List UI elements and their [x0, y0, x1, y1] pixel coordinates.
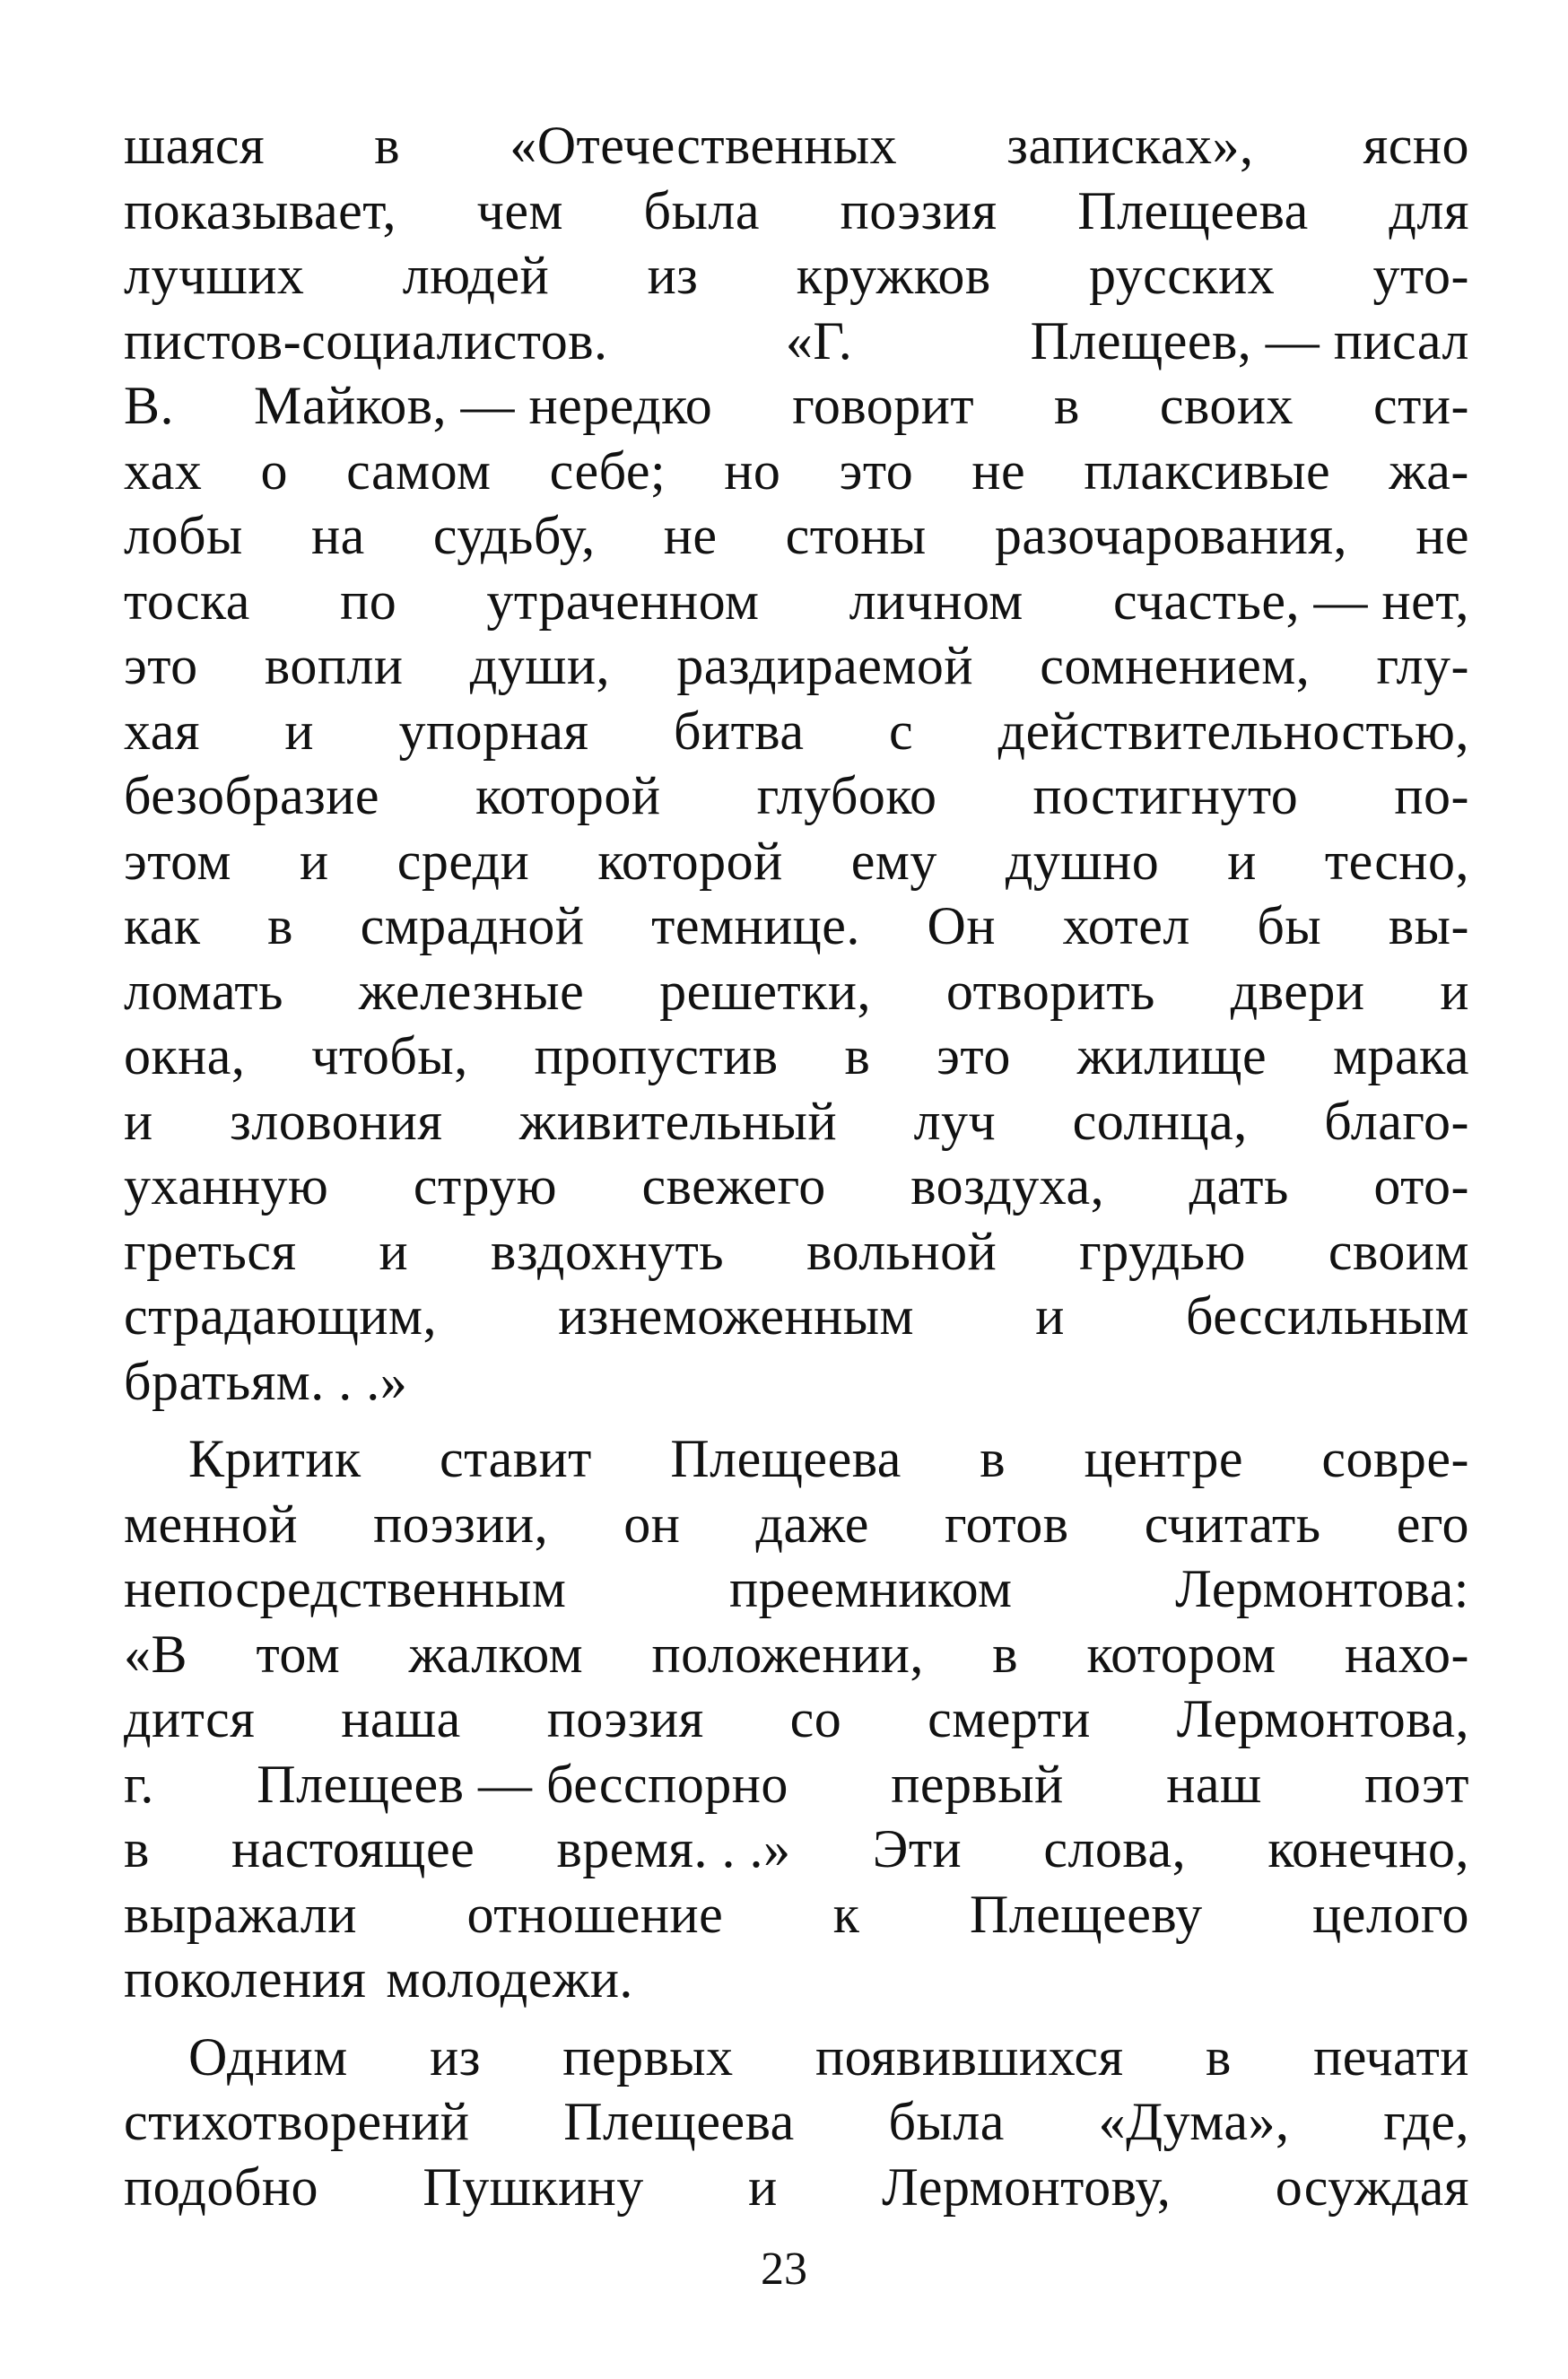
word: это	[839, 440, 914, 501]
word: уханную	[124, 1156, 329, 1216]
word: которой	[597, 831, 783, 891]
text-line	[124, 699, 1469, 764]
word: утраченном	[486, 571, 760, 631]
word: слова,	[1043, 1819, 1187, 1878]
text-line	[124, 1154, 1469, 1219]
word: преемником	[728, 1559, 1013, 1618]
word: показывает,	[124, 180, 397, 240]
word: действительностью,	[997, 701, 1469, 761]
word: г.	[124, 1754, 154, 1814]
word: в	[980, 1429, 1006, 1488]
word: выражали	[124, 1884, 357, 1944]
word: отношение	[466, 1884, 724, 1944]
text-line	[124, 569, 1469, 634]
word: он	[623, 1494, 681, 1554]
word: это	[936, 1026, 1011, 1085]
word: русских	[1088, 246, 1276, 305]
word: счастье, — нет,	[1112, 571, 1469, 631]
word: поэзия	[840, 180, 997, 240]
word: его	[1396, 1494, 1469, 1554]
word: «Дума»,	[1098, 2092, 1290, 2151]
word: время. . .»	[556, 1819, 791, 1878]
word: вольной	[806, 1221, 997, 1281]
word: шаяся	[124, 116, 266, 175]
word: непосредственным	[124, 1559, 567, 1618]
word: Плещеева	[1077, 180, 1309, 240]
word: греться	[124, 1221, 297, 1281]
word: первый	[891, 1754, 1064, 1814]
word: ясно	[1363, 116, 1469, 175]
word: живительный	[518, 1091, 838, 1151]
word: пропустив	[534, 1026, 779, 1085]
word: ото-	[1373, 1156, 1469, 1216]
word: Плещеева	[670, 1429, 902, 1488]
word: поколения	[124, 1949, 367, 2009]
word: в	[992, 1624, 1019, 1684]
word: тоска	[124, 571, 250, 631]
word: лучших	[124, 246, 305, 305]
word: это	[124, 636, 198, 695]
text-line	[124, 309, 1469, 374]
word: жилище	[1076, 1026, 1267, 1085]
word: воздуха,	[910, 1156, 1105, 1216]
text-line	[124, 1284, 1469, 1349]
word: и	[379, 1221, 409, 1281]
word: вздохнуть	[490, 1221, 725, 1281]
paragraph-gap	[124, 1414, 1469, 1426]
word: среди	[396, 831, 530, 891]
word: струю	[413, 1156, 558, 1216]
word: по-	[1394, 766, 1469, 825]
text-line	[124, 503, 1469, 569]
word: Критик	[188, 1429, 362, 1488]
word: менной	[124, 1494, 298, 1554]
word: Плещеев, — писал	[1030, 310, 1469, 370]
word: самом	[346, 440, 492, 501]
word: даже	[755, 1494, 869, 1554]
word: в	[124, 1819, 150, 1878]
word: упорная	[398, 701, 589, 761]
word: дать	[1189, 1156, 1289, 1216]
text-line	[124, 113, 1469, 179]
word: Лермонтова,	[1176, 1689, 1469, 1748]
word: и	[748, 2157, 778, 2217]
word: с	[888, 701, 914, 761]
word: «Г.	[785, 310, 853, 370]
word: в	[267, 896, 293, 955]
word: том	[256, 1624, 341, 1684]
word: в	[844, 1026, 871, 1085]
word: и	[1440, 961, 1469, 1021]
word: чтобы,	[311, 1026, 468, 1085]
text-line	[124, 1817, 1469, 1882]
word: для	[1389, 180, 1469, 240]
word: совре-	[1321, 1429, 1469, 1488]
page-number: 23	[761, 2244, 807, 2295]
word: братьям. . .»	[124, 1351, 408, 1411]
text-line	[124, 2089, 1469, 2155]
word: в	[1054, 376, 1080, 435]
word: грудью	[1079, 1221, 1246, 1281]
word: тесно,	[1324, 831, 1469, 891]
text-line	[124, 959, 1469, 1024]
text-line	[124, 1426, 1469, 1492]
word: хах	[124, 440, 203, 501]
word: Пушкину	[422, 2157, 644, 2217]
word: разочарования,	[994, 506, 1348, 565]
word: из	[430, 2026, 481, 2087]
word: которой	[475, 766, 661, 825]
word: бессильным	[1186, 1286, 1469, 1346]
word: не	[1416, 506, 1469, 565]
word: молодежи.	[386, 1949, 633, 2009]
word: солнца,	[1072, 1091, 1248, 1151]
word: вопли	[264, 636, 404, 695]
word: как	[124, 896, 201, 955]
word: Плещеев — бесспорно	[257, 1754, 788, 1814]
word: раздираемой	[676, 636, 974, 695]
word: не	[971, 440, 1026, 501]
word: настоящее	[231, 1819, 475, 1878]
word: была	[643, 180, 760, 240]
text-line	[124, 2155, 1469, 2220]
word: пистов-социалистов.	[124, 310, 608, 370]
word: души,	[469, 636, 611, 695]
word: изнеможенным	[558, 1286, 915, 1346]
word: из	[647, 246, 699, 305]
text-line	[124, 763, 1469, 829]
word: зловония	[230, 1091, 443, 1151]
word: со	[789, 1689, 842, 1748]
word: жа-	[1389, 440, 1469, 501]
text-line	[124, 179, 1469, 244]
word: целого	[1312, 1884, 1469, 1944]
word: решетки,	[659, 961, 872, 1021]
word: к	[832, 1884, 860, 1944]
text-line	[124, 1752, 1469, 1817]
word: поэзия	[546, 1689, 704, 1748]
word: центре	[1084, 1429, 1243, 1488]
word: Майков, — нередко	[254, 376, 713, 435]
word: появившихся	[814, 2026, 1124, 2087]
word: готов	[945, 1494, 1069, 1554]
text-line	[124, 1947, 1469, 2012]
text-line	[124, 1622, 1469, 1687]
word: ставит	[440, 1429, 592, 1488]
word: записках»,	[1006, 116, 1254, 175]
text-line	[124, 1219, 1469, 1285]
text-line	[124, 373, 1469, 439]
page-text	[124, 113, 1469, 2266]
word: страдающим,	[124, 1286, 437, 1346]
word: уто-	[1372, 246, 1469, 305]
word: этом	[124, 831, 232, 891]
word: в	[1205, 2026, 1232, 2087]
word: смерти	[928, 1689, 1091, 1748]
word: В.	[124, 376, 175, 435]
word: конечно,	[1267, 1819, 1469, 1878]
word: хотел	[1062, 896, 1190, 955]
word: сти-	[1373, 376, 1469, 435]
word: глу-	[1376, 636, 1469, 695]
text-line	[124, 893, 1469, 959]
word: двери	[1230, 961, 1365, 1021]
word: благо-	[1324, 1091, 1469, 1151]
word: кружков	[796, 246, 991, 305]
word: битва	[673, 701, 805, 761]
word: Эти	[872, 1819, 963, 1878]
word: и	[300, 831, 329, 891]
word: наша	[341, 1689, 461, 1748]
word: судьбу,	[432, 506, 596, 565]
word: стоны	[785, 506, 927, 565]
text-line	[124, 1882, 1469, 1948]
word: считать	[1144, 1494, 1321, 1554]
word: поэт	[1364, 1754, 1469, 1814]
word: ломать	[124, 961, 284, 1021]
word: и	[124, 1091, 153, 1151]
word: людей	[402, 246, 550, 305]
word: и	[1035, 1286, 1065, 1346]
text-line	[124, 1089, 1469, 1155]
word: осуждая	[1275, 2157, 1469, 2217]
text-line	[124, 2025, 1469, 2090]
word: стихотворений	[124, 2092, 470, 2151]
word: не	[663, 506, 718, 565]
text-line	[124, 1349, 1469, 1415]
word: «В	[124, 1624, 188, 1684]
word: в	[374, 116, 401, 175]
word: и	[284, 701, 315, 761]
text-line	[124, 633, 1469, 699]
word: глубоко	[756, 766, 937, 825]
word: по	[340, 571, 397, 631]
word: железные	[358, 961, 585, 1021]
word: чем	[476, 180, 563, 240]
text-line	[124, 1024, 1469, 1089]
word: и	[1227, 831, 1257, 891]
word: отворить	[945, 961, 1155, 1021]
word: где,	[1383, 2092, 1469, 2151]
word: плаксивые	[1084, 440, 1331, 501]
word: но	[724, 440, 781, 501]
text-line	[124, 439, 1469, 504]
word: луч	[913, 1091, 997, 1151]
text-line	[124, 243, 1469, 309]
word: хая	[124, 701, 200, 761]
word: своих	[1159, 376, 1294, 435]
text-line	[124, 1492, 1469, 1557]
word: Плещеева	[563, 2092, 795, 2151]
word: душно	[1005, 831, 1160, 891]
word: «Отечественных	[510, 116, 898, 175]
word: Лермонтову,	[882, 2157, 1172, 2217]
word: своим	[1328, 1221, 1469, 1281]
word: Плещееву	[969, 1884, 1203, 1944]
word: Он	[927, 896, 996, 955]
word: о	[260, 440, 288, 501]
word: бы	[1257, 896, 1322, 955]
word: смрадной	[360, 896, 585, 955]
word: Лермонтова:	[1175, 1559, 1469, 1618]
word: Одним	[188, 2026, 348, 2087]
word: темнице.	[651, 896, 860, 955]
word: сомнением,	[1040, 636, 1311, 695]
word: котором	[1086, 1624, 1276, 1684]
paragraph-gap	[124, 2012, 1469, 2025]
word: поэзии,	[373, 1494, 549, 1554]
word: ему	[850, 831, 937, 891]
word: жалком	[408, 1624, 584, 1684]
word: наш	[1166, 1754, 1262, 1814]
word: на	[310, 506, 365, 565]
word: печати	[1313, 2026, 1469, 2087]
word: вы-	[1388, 896, 1469, 955]
word: мрака	[1333, 1026, 1469, 1085]
text-line	[124, 1556, 1469, 1622]
word: первых	[562, 2026, 734, 2087]
word: постигнуто	[1032, 766, 1299, 825]
word: дится	[124, 1689, 256, 1748]
word: подобно	[124, 2157, 319, 2217]
text-line	[124, 829, 1469, 894]
word: личном	[849, 571, 1024, 631]
word: нахо-	[1345, 1624, 1469, 1684]
word: лобы	[124, 506, 243, 565]
word: была	[888, 2092, 1005, 2151]
word: положении,	[651, 1624, 924, 1684]
word: свежего	[641, 1156, 826, 1216]
word: безобразие	[124, 766, 380, 825]
word: говорит	[792, 376, 975, 435]
word: окна,	[124, 1026, 246, 1085]
text-line	[124, 1686, 1469, 1752]
word: себе;	[549, 440, 666, 501]
